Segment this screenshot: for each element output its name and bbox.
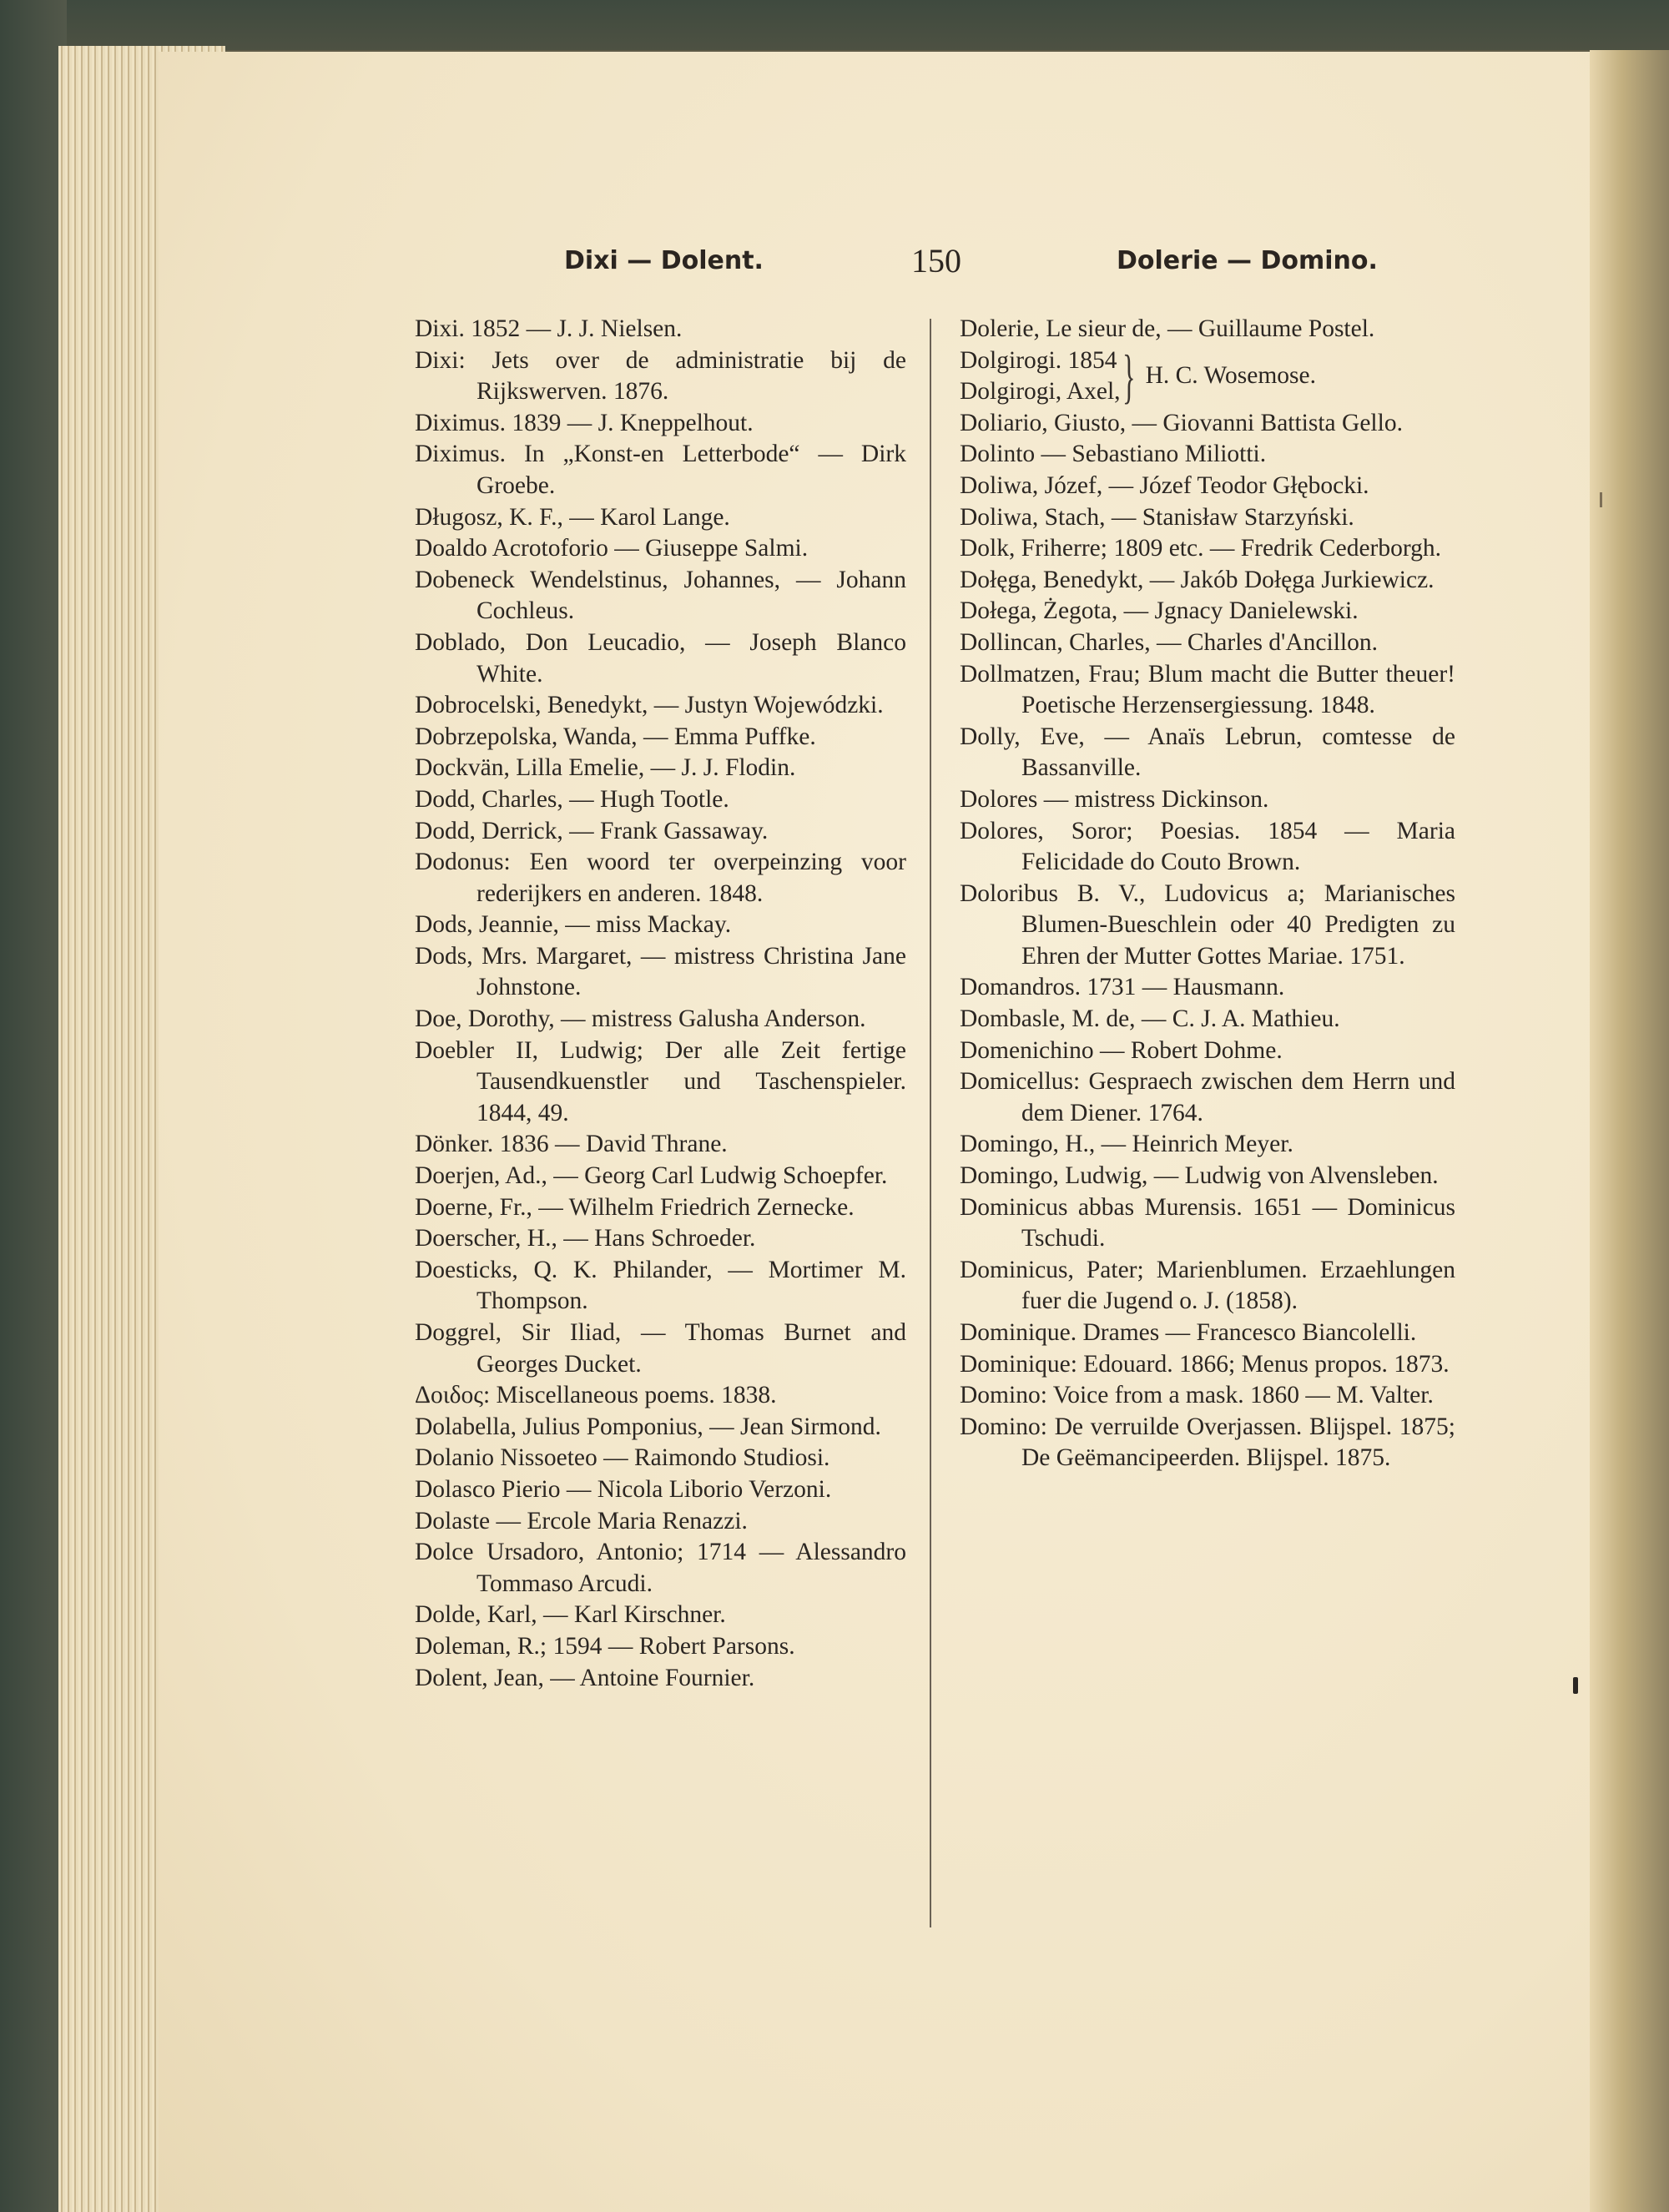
entry: Dolaste — Ercole Maria Renazzi.	[415, 1507, 748, 1534]
header-left-title: Dixi — Dolent.	[564, 246, 764, 275]
entry: Dolent, Jean, — Antoine Fournier.	[415, 1664, 755, 1691]
entry: Dodd, Derrick, — Frank Gassaway.	[415, 817, 769, 844]
entry: Doggrel, Sir Iliad, — Thomas Burnet and Georges Ducket.	[415, 1319, 906, 1378]
entry: Doblado, Don Leucadio, — Joseph Blanco White.	[415, 628, 906, 688]
entry: Doliwa, Stach, — Stanisław Starzyński.	[960, 503, 1354, 531]
entry: Dixi. 1852 — J. J. Nielsen.	[415, 315, 683, 342]
entry: Domingo, H., — Heinrich Meyer.	[960, 1131, 1293, 1158]
entry-name: Dolgirogi. 1854	[960, 346, 1117, 374]
entry: Δοιδος: Miscellaneous poems. 1838.	[415, 1382, 777, 1409]
entry: Dolasco Pierio — Nicola Liborio Verzoni.	[415, 1475, 832, 1503]
entry: Dolerie, Le sieur de, — Guillaume Postel.	[960, 315, 1375, 342]
entry: Domino: Voice from a mask. 1860 — M. Valter.	[960, 1382, 1434, 1409]
entry: Dolinto — Sebastiano Miliotti.	[960, 441, 1267, 468]
entry: Domandros. 1731 — Hausmann.	[960, 974, 1285, 1001]
entry: Dolce Ursadoro, Antonio; 1714 — Alessandro Tommaso Arcudi.	[415, 1539, 906, 1597]
margin-mark	[1600, 492, 1602, 507]
entry: Doliwa, Józef, — Józef Teodor Głębocki.	[960, 471, 1369, 499]
entry: Dockvän, Lilla Emelie, — J. J. Flodin.	[415, 754, 796, 782]
entry: Dönker. 1836 — David Thrane.	[415, 1131, 728, 1158]
grouped-names	[960, 345, 1121, 408]
entry: Dolk, Friherre; 1809 etc. — Fredrik Cederborgh.	[960, 535, 1442, 562]
book-cover-spine	[0, 0, 67, 2212]
entry: Dolanio Nissoeteo — Raimondo Studiosi.	[415, 1444, 830, 1472]
entry-target: H. C. Wosemose.	[1145, 362, 1316, 390]
entry: Dominicus, Pater; Marienblumen. Erzaehlungen fuer die Jugend o. J. (1858).	[960, 1256, 1455, 1315]
entry: Domino: De verruilde Overjassen. Blijspel. 1875; De Geëmancipeerden. Blijspel. 1875.	[960, 1413, 1455, 1472]
entry: Dobeneck Wendelstinus, Johannes, — Johann Cochleus.	[415, 566, 906, 625]
entry: Doleman, R.; 1594 — Robert Parsons.	[415, 1632, 795, 1660]
entry: Doerjen, Ad., — Georg Carl Ludwig Schoepfer.	[415, 1162, 888, 1190]
entry: Dołęga, Benedykt, — Jakób Dołęga Jurkiewicz.	[960, 566, 1435, 593]
entry: Doliario, Giusto, — Giovanni Battista Gello.	[960, 409, 1403, 436]
entry: Dixi: Jets over de administratie bij de Rijkswerven. 1876.	[415, 346, 906, 406]
entry: Doesticks, Q. K. Philander, — Mortimer M. Thompson.	[415, 1256, 906, 1315]
entry: Diximus. In „Konst-en Letterbode“ — Dirk Groebe.	[415, 441, 906, 499]
entry: Dobrzepolska, Wanda, — Emma Puffke.	[415, 723, 816, 750]
entry: Dolabella, Julius Pomponius, — Jean Sirmond.	[415, 1413, 881, 1440]
entry: Doebler II, Ludwig; Der alle Zeit fertige Tausendkuenstler und Taschenspieler. 1844, 49.	[415, 1036, 906, 1126]
entry: Doloribus B. V., Ludovicus a; Marianisches Blumen-Bueschlein oder 40 Predigten zu Ehren der Mutter Gottes Mariae. 1751.	[960, 879, 1455, 970]
running-header	[0, 242, 1669, 288]
entry: Dolde, Karl, — Karl Kirschner.	[415, 1601, 726, 1629]
entry: Dodonus: Een woord ter overpeinzing voor rederijkers en anderen. 1848.	[415, 849, 906, 907]
entry: Dominique: Edouard. 1866; Menus propos. 1873.	[960, 1350, 1450, 1378]
margin-arrow-mark	[1573, 1677, 1578, 1694]
entry: Doaldo Acrotoforio — Giuseppe Salmi.	[415, 535, 809, 562]
entry: Dods, Jeannie, — miss Mackay.	[415, 911, 732, 939]
entry: Dominique. Drames — Francesco Biancolelli.	[960, 1319, 1417, 1346]
entry: Dollincan, Charles, — Charles d'Ancillon.	[960, 628, 1378, 656]
entry: Doe, Dorothy, — mistress Galusha Anderson.	[415, 1005, 866, 1033]
entry: Domingo, Ludwig, — Ludwig von Alvensleben.	[960, 1162, 1439, 1190]
entry: Domicellus: Gespraech zwischen dem Herrn und dem Diener. 1764.	[960, 1068, 1455, 1126]
entry: Dolores — mistress Dickinson.	[960, 785, 1269, 813]
page-number: 150	[911, 242, 961, 280]
right-column	[960, 314, 1455, 1474]
entry: Domenichino — Robert Dohme.	[960, 1036, 1283, 1064]
grouped-entry	[960, 343, 1455, 411]
book-gutter	[1590, 50, 1669, 2212]
book-cover-top	[0, 0, 1669, 50]
entry: Dombasle, M. de, — C. J. A. Mathieu.	[960, 1005, 1340, 1033]
entry: Dods, Mrs. Margaret, — mistress Christina Jane Johnstone.	[415, 942, 906, 1001]
column-divider	[930, 319, 931, 1927]
entry: Dołega, Żegota, — Jgnacy Danielewski.	[960, 597, 1359, 625]
entry: Dobrocelski, Benedykt, — Justyn Wojewódzki.	[415, 692, 884, 719]
entry: Dollmatzen, Frau; Blum macht die Butter theuer! Poetische Herzensergiessung. 1848.	[960, 660, 1455, 719]
entry: Dodd, Charles, — Hugh Tootle.	[415, 785, 729, 813]
entry: Diximus. 1839 — J. Kneppelhout.	[415, 409, 754, 436]
brace-symbol: }	[1122, 343, 1136, 411]
entry: Doerne, Fr., — Wilhelm Friedrich Zernecke.	[415, 1193, 855, 1221]
entry-name: Dolgirogi, Axel,	[960, 378, 1121, 406]
entry: Dolly, Eve, — Anaïs Lebrun, comtesse de Bassanville.	[960, 723, 1455, 782]
entry: Dolores, Soror; Poesias. 1854 — Maria Felicidade do Couto Brown.	[960, 817, 1455, 876]
entry: Długosz, K. F., — Karol Lange.	[415, 503, 730, 531]
left-column	[415, 314, 906, 1694]
entry: Dominicus abbas Murensis. 1651 — Dominicus Tschudi.	[960, 1193, 1455, 1252]
entry: Doerscher, H., — Hans Schroeder.	[415, 1225, 756, 1252]
header-right-title: Dolerie — Domino.	[1117, 246, 1378, 275]
